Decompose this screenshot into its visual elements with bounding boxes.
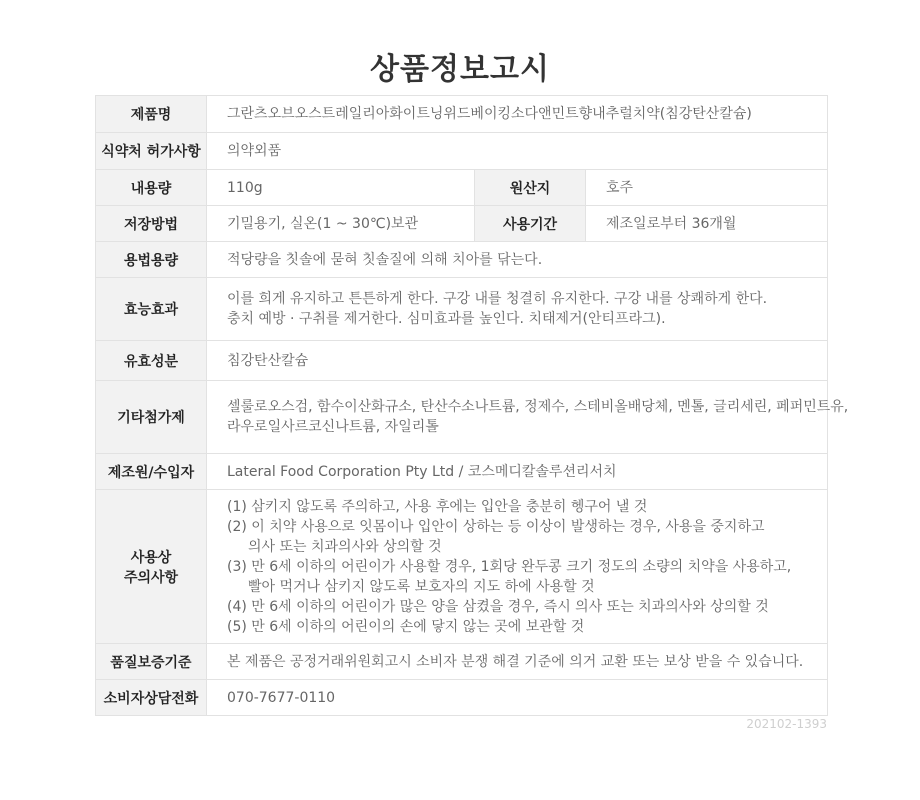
page-title: 상품정보고시 — [370, 52, 550, 87]
row-product-name — [96, 96, 828, 133]
document-code: 202102-1393 — [746, 717, 827, 731]
row-precautions — [96, 490, 828, 644]
value-usage: 적당량을 칫솔에 묻혀 칫솔질에 의해 치아를 닦는다. — [207, 242, 828, 278]
precautions-label-line: 사용상 — [130, 549, 172, 566]
value-capacity: 110g — [207, 170, 475, 206]
value-active: 침강탄산칼슘 — [207, 341, 828, 381]
product-info-table — [95, 95, 849, 716]
value-approval: 의약외품 — [207, 133, 828, 170]
label-shelf-life: 사용기간 — [475, 206, 586, 242]
row-capacity — [96, 170, 828, 206]
row-manufacturer — [96, 454, 828, 490]
label-usage: 용법용량 — [96, 242, 207, 278]
label-active: 유효성분 — [96, 341, 207, 381]
row-efficacy — [96, 278, 828, 341]
precaution-item-continued: 빨아 먹거나 삼키지 않도록 보호자의 지도 하에 사용할 것 — [248, 578, 595, 595]
label-precautions — [96, 490, 207, 644]
value-shelf-life: 제조일로부터 36개월 — [586, 206, 828, 242]
efficacy-line: 이를 희게 유지하고 튼튼하게 한다. 구강 내를 청결히 유지한다. 구강 내를 상쾌하게 한다. — [227, 291, 768, 307]
value-phone: 070-7677-0110 — [207, 680, 828, 716]
label-phone: 소비자상담전화 — [96, 680, 207, 716]
precautions-label-line: 주의사항 — [123, 569, 179, 586]
efficacy-line: 충치 예방 · 구취를 제거한다. 심미효과를 높인다. 치태제거(안티프라그). — [227, 311, 666, 327]
precaution-item: (1) 삼키지 않도록 주의하고, 사용 후에는 입안을 충분히 헹구어 낼 것 — [227, 498, 648, 515]
precaution-item: (5) 만 6세 이하의 어린이의 손에 닿지 않는 곳에 보관할 것 — [227, 618, 585, 635]
precaution-item: (4) 만 6세 이하의 어린이가 많은 양을 삼켰을 경우, 즉시 의사 또는 치과의사와 상의할 것 — [227, 598, 769, 615]
row-warranty — [96, 644, 828, 680]
label-storage: 저장방법 — [96, 206, 207, 242]
row-storage — [96, 206, 828, 242]
value-origin: 호주 — [586, 170, 828, 206]
label-approval: 식약처 허가사항 — [96, 133, 207, 170]
label-efficacy: 효능효과 — [96, 278, 207, 341]
value-product-name: 그란츠오브오스트레일리아화이트닝위드베이킹소다앤민트향내추럴치약(침강탄산칼슘) — [207, 96, 828, 133]
label-capacity: 내용량 — [96, 170, 207, 206]
label-additives: 기타첨가제 — [96, 381, 207, 454]
precaution-item-continued: 의사 또는 치과의사와 상의할 것 — [248, 538, 442, 555]
label-manufacturer: 제조원/수입자 — [96, 454, 207, 490]
value-precautions — [207, 490, 828, 644]
precaution-item: (2) 이 치약 사용으로 잇몸이나 입안이 상하는 등 이상이 발생하는 경우, 사용을 중지하고 — [227, 518, 765, 535]
row-active — [96, 341, 828, 381]
row-usage — [96, 242, 828, 278]
precaution-item: (3) 만 6세 이하의 어린이가 사용할 경우, 1회당 완두콩 크기 정도의 소량의 치약을 사용하고, — [227, 558, 792, 575]
label-origin: 원산지 — [475, 170, 586, 206]
additives-line: 셀룰로오스검, 함수이산화규소, 탄산수소나트륨, 정제수, 스테비올배당체, 멘톨, 글리세린, 페퍼민트유, — [227, 399, 849, 415]
value-additives — [207, 381, 849, 454]
row-additives — [96, 381, 828, 454]
additives-line: 라우로일사르코신나트륨, 자일리톨 — [227, 419, 439, 435]
label-product-name: 제품명 — [96, 96, 207, 133]
value-manufacturer: Lateral Food Corporation Pty Ltd / 코스메디칼솔루션리서치 — [207, 454, 828, 490]
value-efficacy — [207, 278, 828, 341]
row-approval — [96, 133, 828, 170]
row-phone — [96, 680, 828, 716]
label-warranty: 품질보증기준 — [96, 644, 207, 680]
value-warranty: 본 제품은 공정거래위원회고시 소비자 분쟁 해결 기준에 의거 교환 또는 보상 받을 수 있습니다. — [207, 644, 828, 680]
value-storage: 기밀용기, 실온(1 ~ 30℃)보관 — [207, 206, 475, 242]
